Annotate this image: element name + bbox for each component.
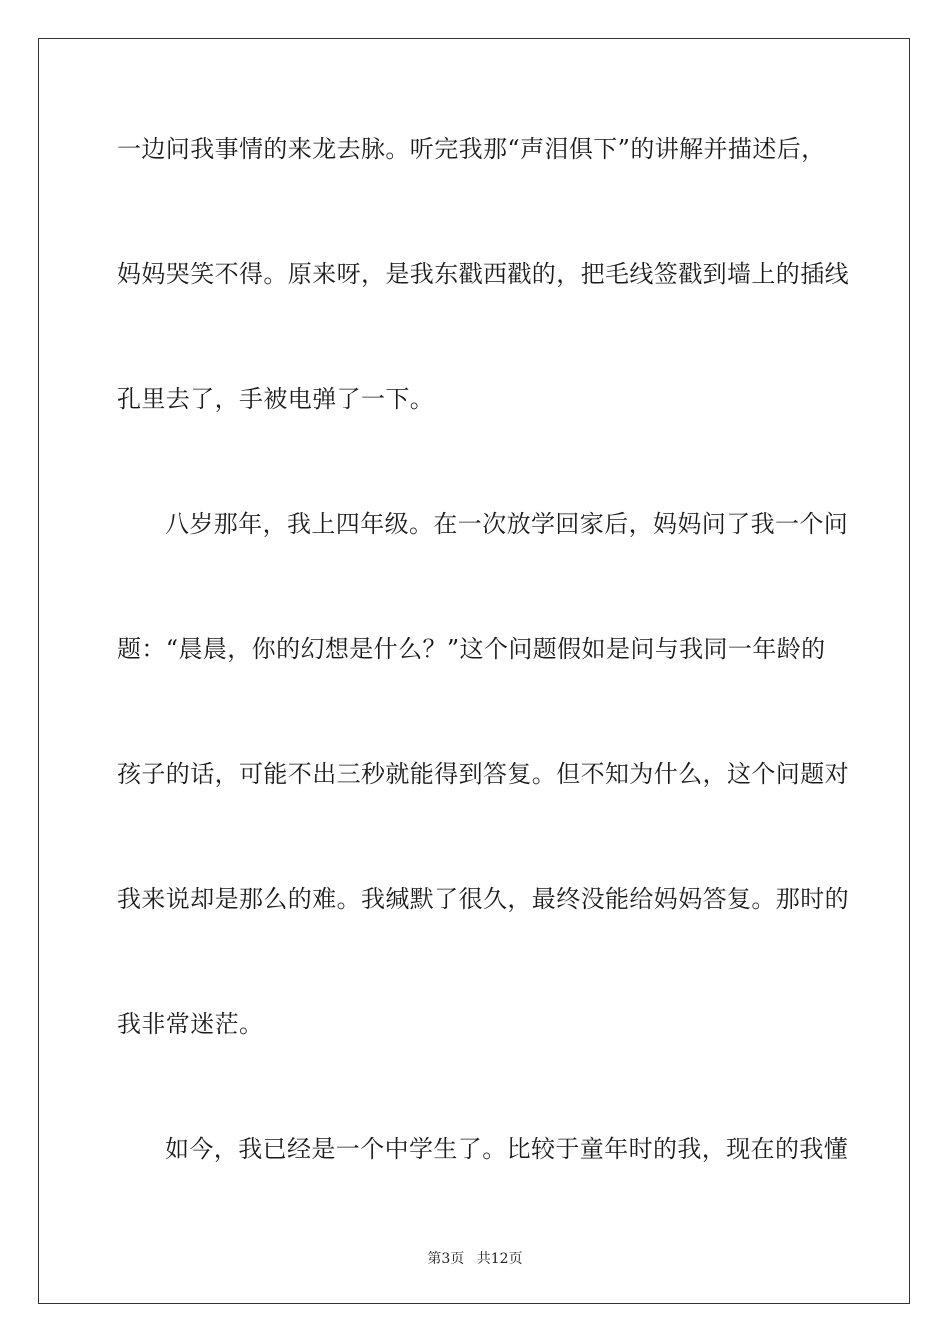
text-line-3: 孔里去了，手被电弹了一下。 bbox=[117, 385, 435, 413]
text-line-5: 题：“晨晨，你的幻想是什么？”这个问题假如是问与我同一年龄的 bbox=[117, 635, 826, 663]
page-total: 共12页 bbox=[476, 1251, 523, 1267]
text-line-2: 妈妈哭笑不得。原来呀，是我东戳西戳的，把毛线签戳到墙上的插线 bbox=[117, 260, 849, 288]
text-line-6: 孩子的话，可能不出三秒就能得到答复。但不知为什么，这个问题对 bbox=[117, 760, 849, 788]
text-line-7: 我来说却是那么的难。我缄默了很久，最终没能给妈妈答复。那时的 bbox=[117, 885, 849, 913]
paragraph-start-line: 八岁那年，我上四年级。在一次放学回家后，妈妈问了我一个问 bbox=[165, 510, 849, 538]
page-footer bbox=[0, 1248, 950, 1268]
paragraph-start-line: 如今，我已经是一个中学生了。比较于童年时的我，现在的我懂 bbox=[165, 1135, 849, 1163]
page-border bbox=[38, 38, 910, 1304]
text-line-8: 我非常迷茫。 bbox=[117, 1010, 264, 1038]
text-line-1: 一边问我事情的来龙去脉。听完我那“声泪俱下”的讲解并描述后， bbox=[117, 135, 826, 163]
page-number: 第3页 bbox=[427, 1251, 465, 1267]
